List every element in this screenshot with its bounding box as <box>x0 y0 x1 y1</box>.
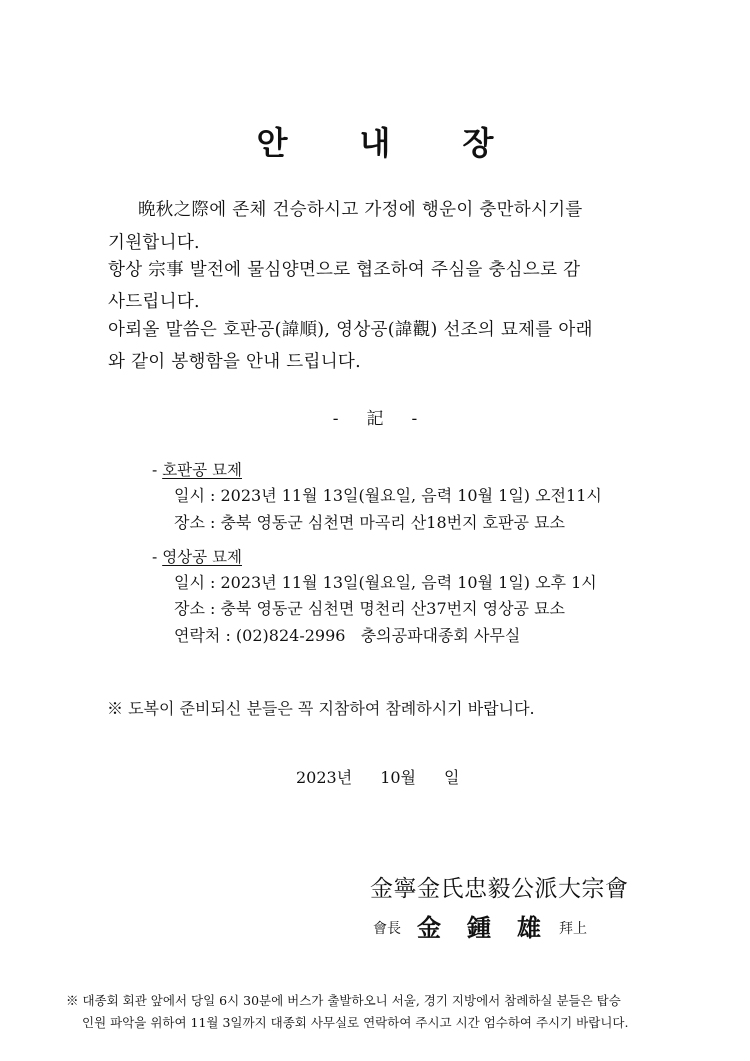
body-line: 晩秋之際에 존체 건승하시고 가정에 행운이 충만하시기를 <box>138 200 583 220</box>
ki-char: 記 <box>366 409 384 429</box>
date-month: 10월 <box>380 768 417 787</box>
section-heading-yeongsanggong <box>152 545 242 567</box>
body-line: 항상 宗事 발전에 물심양면으로 협조하여 주심을 충심으로 감 <box>108 260 581 280</box>
signer-name-char: 雄 <box>517 913 541 942</box>
ki-dash: - <box>411 409 418 429</box>
signer-role: 會長 <box>373 921 401 937</box>
organization-name: 金寧金氏忠毅公派大宗會 <box>370 876 629 902</box>
signer-name-char: 鍾 <box>467 913 491 942</box>
section-bullet: - <box>152 548 158 566</box>
footnote-line: 인원 파악을 위하여 11월 3일까지 대종회 사무실로 연락하여 주시고 시간 엄수하여 주시기 바랍니다. <box>82 1015 629 1030</box>
title-char: 내 <box>359 124 391 162</box>
footnote-line: ※ 대종회 회관 앞에서 당일 6시 30분에 버스가 출발하오니 서울, 경기 지방에서 참례하실 분들은 탑승 <box>66 993 621 1008</box>
body-line: 아뢰올 말씀은 호판공(諱順), 영상공(諱觀) 선조의 묘제를 아래 <box>108 320 593 340</box>
signer-name-char: 金 <box>417 913 441 942</box>
signer-bow: 拜上 <box>559 921 587 937</box>
page-title <box>0 118 750 164</box>
ceremony-date: 일시 : 2023년 11월 13일(월요일, 음력 10월 1일) 오후 1시 <box>174 573 597 592</box>
dress-notice: ※ 도복이 준비되신 분들은 꼭 지참하여 참례하시기 바랍니다. <box>107 699 535 718</box>
section-heading-hopangong <box>152 458 242 480</box>
ceremony-place: 장소 : 충북 영동군 심천면 마곡리 산18번지 호판공 묘소 <box>174 513 566 532</box>
section-bullet: - <box>152 461 158 479</box>
body-line: 기원합니다. <box>108 233 200 253</box>
title-char: 안 <box>256 124 288 162</box>
contact-line: 연락처 : (02)824-2996 충의공파대종회 사무실 <box>174 626 521 645</box>
ceremony-place: 장소 : 충북 영동군 심천면 명천리 산37번지 영상공 묘소 <box>174 599 566 618</box>
signature-line <box>373 908 587 943</box>
ceremony-date: 일시 : 2023년 11월 13일(월요일, 음력 10월 1일) 오전11시 <box>174 486 602 505</box>
section-heading-text: 영상공 묘제 <box>162 548 242 566</box>
body-line: 와 같이 봉행함을 안내 드립니다. <box>108 352 361 372</box>
document-date <box>296 765 487 788</box>
title-char: 장 <box>462 124 494 162</box>
date-year: 2023년 <box>296 768 353 787</box>
ki-dash: - <box>332 409 339 429</box>
date-day: 일 <box>444 768 460 787</box>
body-line: 사드립니다. <box>108 292 200 312</box>
section-heading-text: 호판공 묘제 <box>162 461 242 479</box>
ki-heading <box>0 404 750 429</box>
